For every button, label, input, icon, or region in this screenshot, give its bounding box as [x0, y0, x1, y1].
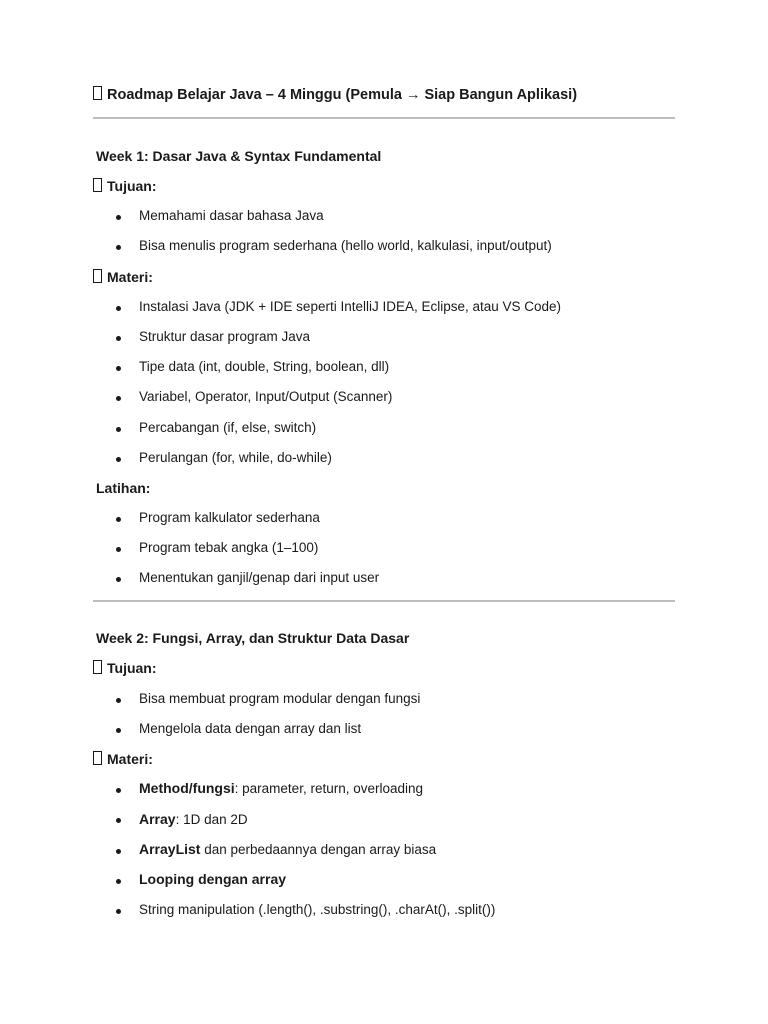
- week-2-title: Week 2: Fungsi, Array, dan Struktur Data Dasar: [96, 630, 410, 646]
- document-title: [93, 86, 577, 103]
- bullet-icon: [116, 879, 121, 884]
- list-item: Instalasi Java (JDK + IDE seperti IntelliJ IDEA, Eclipse, atau VS Code): [139, 299, 562, 314]
- list-item: Program kalkulator sederhana: [139, 510, 320, 525]
- list-item: [139, 811, 248, 827]
- bullet-icon: [116, 517, 121, 522]
- bullet-icon: [116, 396, 121, 401]
- bullet-icon: [116, 849, 121, 854]
- box-icon: [93, 660, 102, 674]
- week-1-materi-label: Materi:: [93, 269, 153, 285]
- list-item: [139, 841, 436, 857]
- bullet-icon: [116, 366, 121, 371]
- item-bold-text: Array: [139, 811, 176, 827]
- bullet-icon: [116, 457, 121, 462]
- week-2-materi-label: Materi:: [93, 751, 153, 767]
- bullet-icon: [116, 577, 121, 582]
- bullet-icon: [116, 547, 121, 552]
- bullet-icon: [116, 245, 121, 250]
- list-item: Bisa menulis program sederhana (hello world, kalkulasi, input/output): [139, 238, 552, 253]
- list-item: [139, 902, 495, 917]
- item-text: dan perbedaannya dengan array biasa: [200, 842, 437, 857]
- document-title-text: Roadmap Belajar Java – 4 Minggu (Pemula → Siap Bangun Aplikasi): [107, 87, 578, 103]
- list-item: Perulangan (for, while, do-while): [139, 450, 332, 465]
- list-item: Memahami dasar bahasa Java: [139, 208, 324, 223]
- list-item: Percabangan (if, else, switch): [139, 420, 317, 435]
- week-1-tujuan-label: Tujuan:: [93, 178, 157, 194]
- item-bold-text: Looping dengan array: [139, 871, 287, 887]
- bullet-icon: [116, 698, 121, 703]
- list-item: [139, 871, 286, 887]
- list-item: Variabel, Operator, Input/Output (Scanner): [139, 389, 393, 404]
- week-1-title: Week 1: Dasar Java & Syntax Fundamental: [96, 148, 382, 164]
- box-icon: [93, 269, 102, 283]
- list-item: Program tebak angka (1–100): [139, 540, 319, 555]
- item-bold-text: Method/fungsi: [139, 780, 235, 796]
- week-1-latihan-label: Latihan:: [96, 480, 151, 496]
- list-item: Mengelola data dengan array dan list: [139, 721, 362, 736]
- list-item: Tipe data (int, double, String, boolean, dll): [139, 359, 390, 374]
- box-icon: [93, 178, 102, 192]
- box-icon: [93, 86, 102, 100]
- item-text: String manipulation (.length(), .substring(), .charAt(), .split()): [139, 902, 496, 917]
- bullet-icon: [116, 818, 121, 823]
- divider: [93, 117, 675, 119]
- list-item: Struktur dasar program Java: [139, 329, 311, 344]
- bullet-icon: [116, 909, 121, 914]
- bullet-icon: [116, 336, 121, 341]
- bullet-icon: [116, 306, 121, 311]
- item-bold-text: ArrayList: [139, 841, 201, 857]
- box-icon: [93, 751, 102, 765]
- bullet-icon: [116, 215, 121, 220]
- divider: [93, 600, 675, 602]
- bullet-icon: [116, 427, 121, 432]
- list-item: [139, 780, 423, 796]
- list-item: Bisa membuat program modular dengan fungsi: [139, 691, 421, 706]
- item-text: : 1D dan 2D: [175, 812, 248, 827]
- bullet-icon: [116, 728, 121, 733]
- item-text: : parameter, return, overloading: [234, 781, 424, 796]
- week-2-tujuan-label: Tujuan:: [93, 660, 157, 676]
- list-item: Menentukan ganjil/genap dari input user: [139, 570, 380, 585]
- bullet-icon: [116, 788, 121, 793]
